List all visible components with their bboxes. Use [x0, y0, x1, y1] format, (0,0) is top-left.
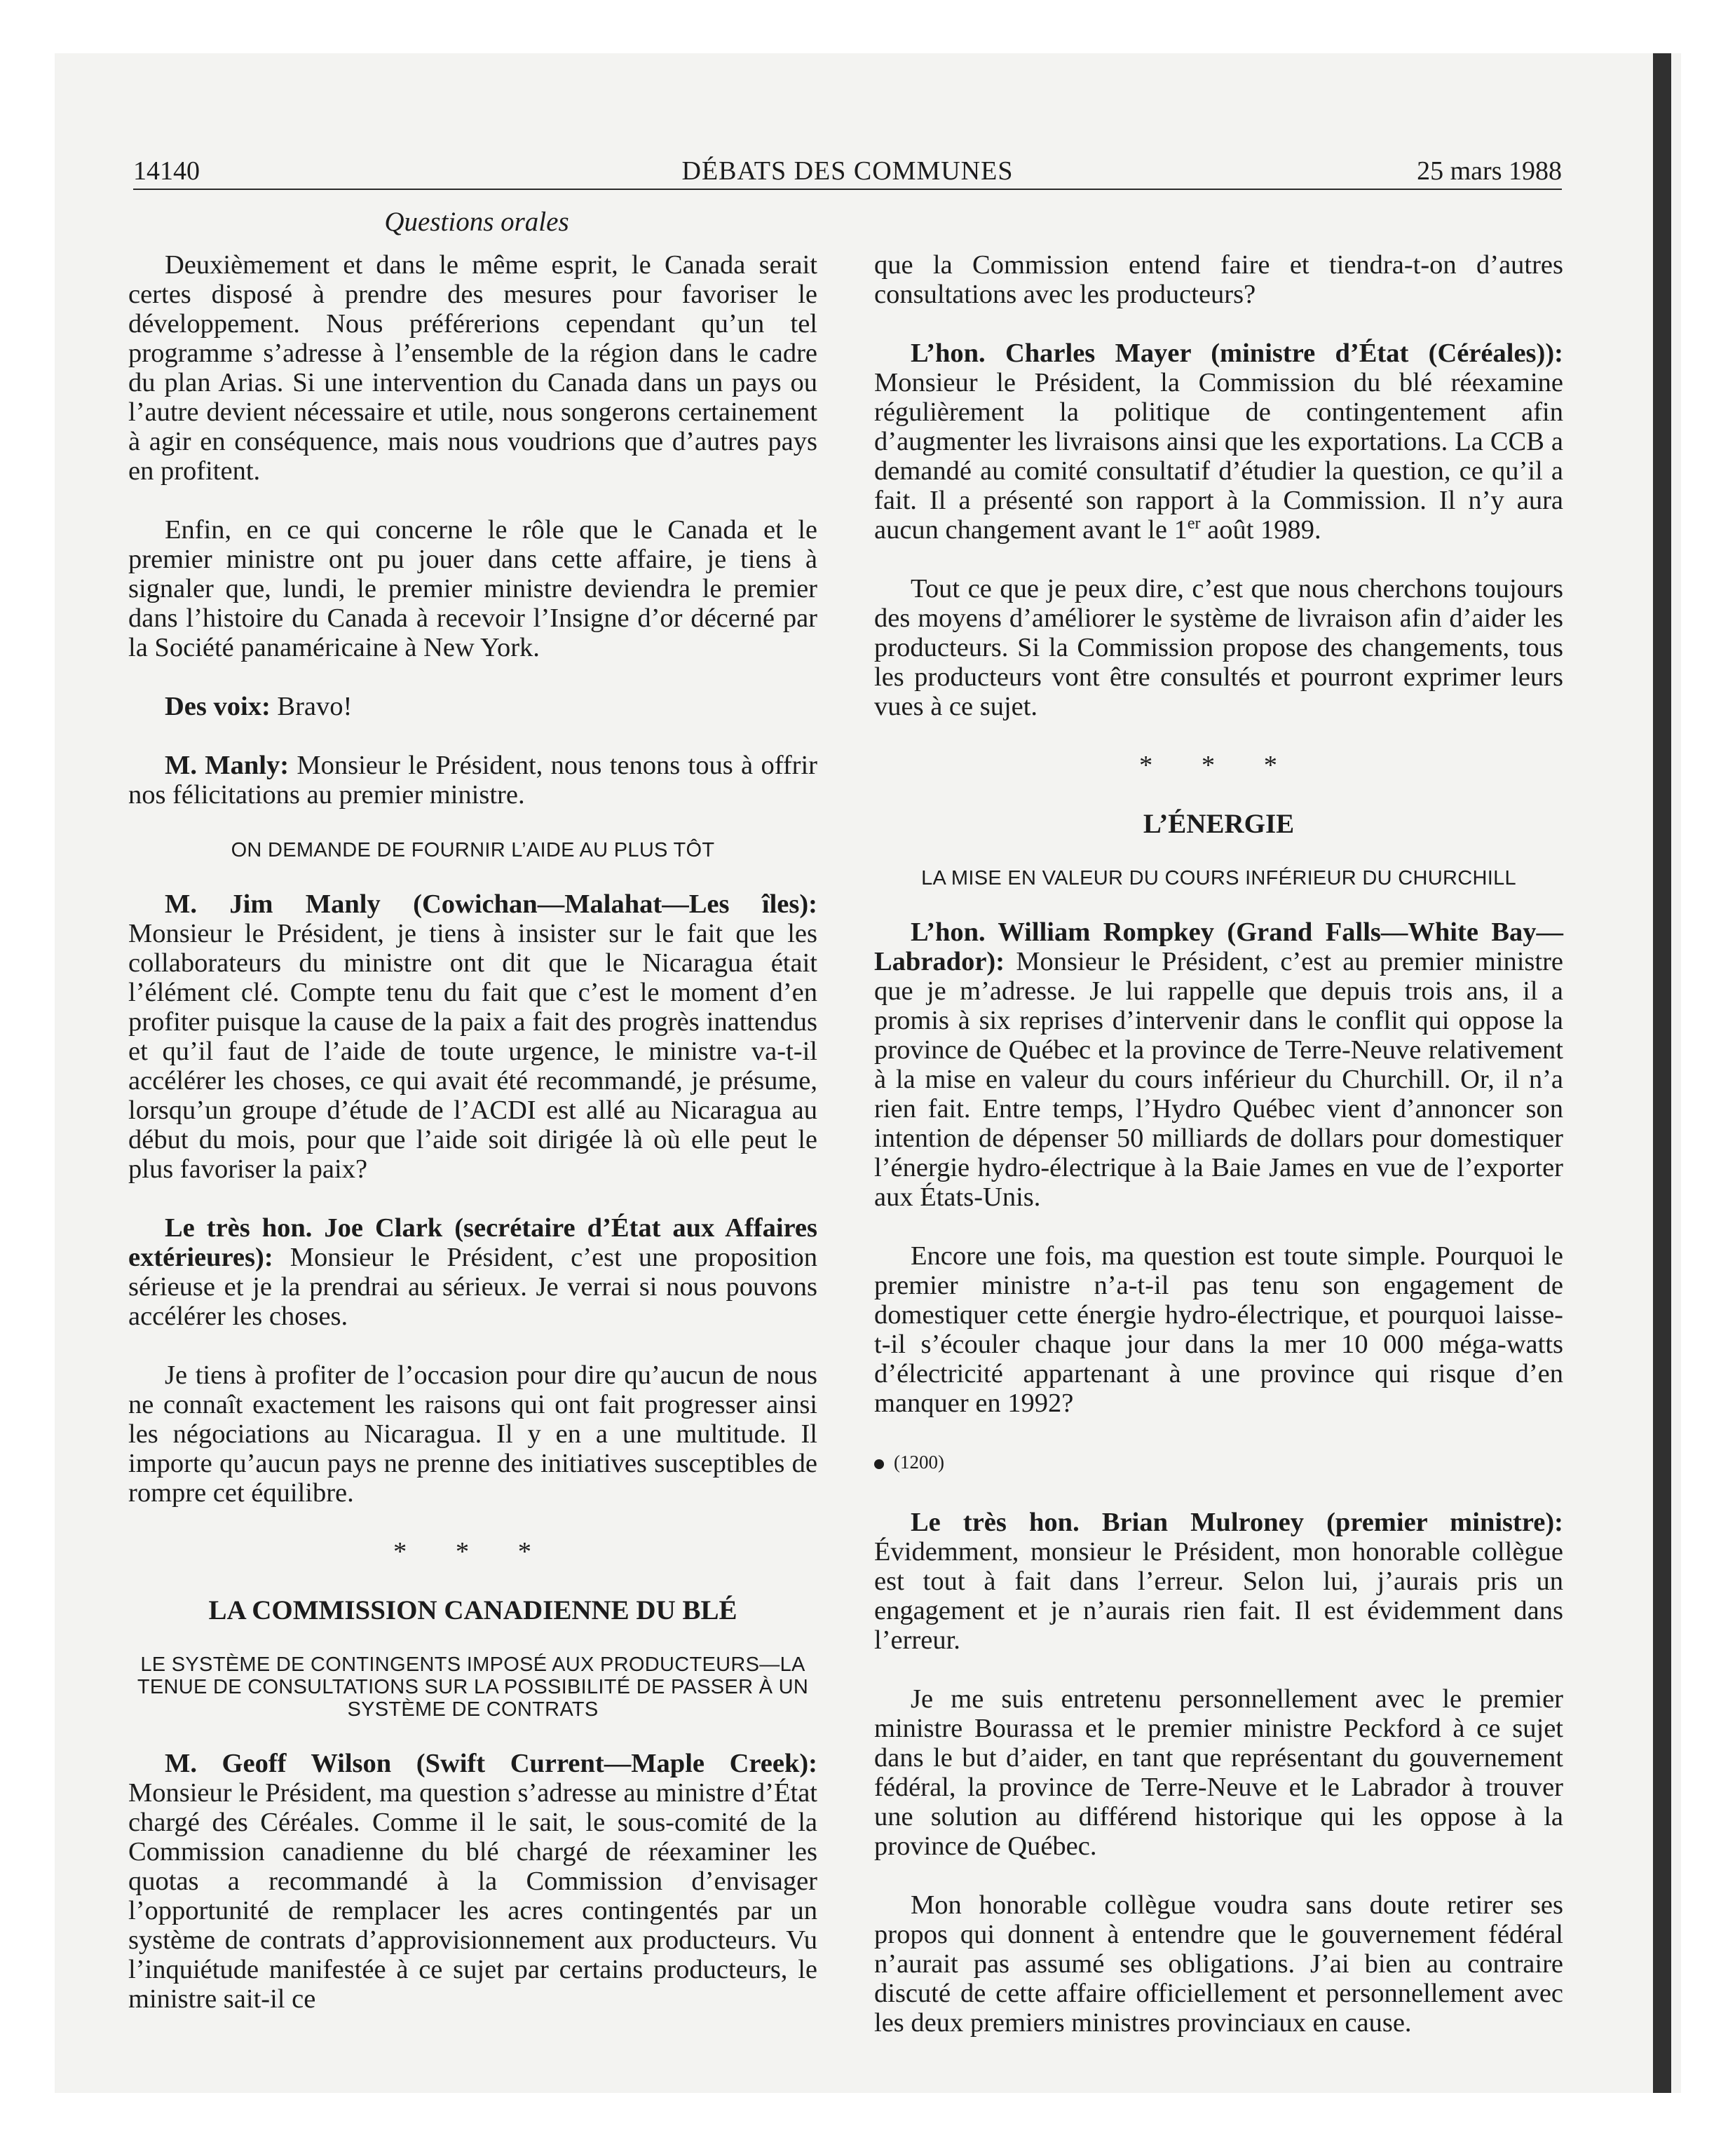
paragraph: Encore une fois, ma question est toute simple. Pourquoi le premier ministre n’a-t-il pas tenu son engagement de domestiquer cette énergie hydro-électrique, et pourquoi laisse-t-il s’écouler chaque jour dans la mer 10 000 méga-watts d’électricité appartenant à une province qui risque d’en manquer en 1992?: [874, 1241, 1563, 1418]
paragraph: Tout ce que je peux dire, c’est que nous cherchons toujours des moyens d’améliorer le système de livraison afin d’aider les producteurs. Si la Commission propose des changements, tous les producteurs vont être consultés et pourront exprimer leurs vues à ce sujet.: [874, 574, 1563, 721]
speech: M. Geoff Wilson (Swift Current—Maple Creek): Monsieur le Président, ma question s’adresse au ministre d’État chargé des Céréales. Comme il le sait, le sous-comité de la Commission canadienne du blé chargé de réexaminer les quotas a recommandé à la Commission d’envisager l’opportunité de remplacer les acres contingentés par un système de contrats d’approvisionnement aux producteurs. Vu l’inquiétude manifestée à ce sujet par certains producteurs, le ministre sait-il ce: [128, 1749, 817, 2014]
subheading: LA MISE EN VALEUR DU COURS INFÉRIEUR DU CHURCHILL: [921, 867, 1516, 889]
paragraph: Deuxièmement et dans le même esprit, le Canada serait certes disposé à prendre des mesures pour favoriser le développement. Nous préférerions cependant qu’un tel programme s’adresse à l’ensemble de la région dans le cadre du plan Arias. Si une intervention du Canada dans un pays ou l’autre devient nécessaire et utile, nous songerons certainement à agir en conséquence, mais nous voudrions que d’autres pays en profitent.: [128, 250, 817, 486]
scan-edge-bar: [1653, 53, 1671, 2093]
right-column: [874, 250, 1563, 2067]
speaker: M. Manly:: [165, 751, 290, 780]
section-separator: * * *: [1139, 751, 1298, 780]
speaker: L’hon. William Rompkey (Grand Falls—White Bay—Labrador):: [874, 917, 1563, 976]
paragraph: Je me suis entretenu personnellement avec le premier ministre Bourassa et le premier ministre Peckford à ce sujet dans le but d’aider, en tant que représentant du gouvernement fédéral, la province de Terre-Neuve et le Labrador à trouver une solution au différend historique qui les oppose à la province de Québec.: [874, 1684, 1563, 1861]
paragraph: Mon honorable collègue voudra sans doute retirer ses propos qui donnent à entendre que le gouvernement fédéral n’aurait pas assumé ses obligations. J’ai bien au contraire discuté de cette affaire officiellement et personnellement avec les deux premiers ministres provinciaux en cause.: [874, 1890, 1563, 2038]
speaker: M. Jim Manly (Cowichan—Malahat—Les îles):: [165, 889, 817, 919]
timestamp: (1200): [874, 1447, 1563, 1477]
speech: Le très hon. Joe Clark (secrétaire d’État aux Affaires extérieures): Monsieur le Président, c’est une proposition sérieuse et je la prendrai au sérieux. Je verrai si nous pouvons accélérer les choses.: [128, 1213, 817, 1331]
bullet-icon: [874, 1459, 884, 1469]
publication-title: DÉBATS DES COMMUNES: [681, 156, 1014, 186]
left-column: [128, 250, 817, 2043]
paragraph: Je tiens à profiter de l’occasion pour dire qu’aucun de nous ne connaît exactement les raisons qui ont fait progresser ainsi les négociations au Nicaragua. Il y en a une multitude. Il importe qu’aucun pays ne prenne des initiatives susceptibles de rompre cet équilibre.: [128, 1360, 817, 1508]
paragraph-continued: que la Commission entend faire et tiendra-t-on d’autres consultations avec les producteurs?: [874, 250, 1563, 309]
page-header: [133, 156, 1562, 191]
page-number: 14140: [133, 156, 200, 186]
speech: L’hon. William Rompkey (Grand Falls—White Bay—Labrador): Monsieur le Président, c’est au premier ministre que je m’adresse. Je lui rappelle que depuis trois ans, il a promis à six reprises d’intervenir dans le conflit qui oppose la province de Québec et la province de Terre-Neuve relativement à la mise en valeur du cours inférieur du Churchill. Or, il n’a rien fait. Entre temps, l’Hydro Québec vient d’annoncer son intention de dépenser 50 milliards de dollars pour domestiquer l’énergie hydro-électrique à la Baie James en vue de l’exporter aux États-Unis.: [874, 917, 1563, 1212]
section-heading: LA COMMISSION CANADIENNE DU BLÉ: [208, 1595, 737, 1625]
subheading: ON DEMANDE DE FOURNIR L’AIDE AU PLUS TÔT: [231, 839, 715, 861]
paragraph: Enfin, en ce qui concerne le rôle que le Canada et le premier ministre ont pu jouer dans cette affaire, je tiens à signaler que, lundi, le premier ministre deviendra le premier dans l’histoire du Canada à recevoir l’Insigne d’or décerné par la Société panaméricaine à New York.: [128, 515, 817, 662]
speaker: L’hon. Charles Mayer (ministre d’État (Céréales)):: [911, 339, 1563, 368]
page-date: 25 mars 1988: [1417, 156, 1562, 186]
speaker: Le très hon. Joe Clark (secrétaire d’État aux Affaires extérieures):: [128, 1213, 817, 1272]
speech: Des voix: Bravo!: [165, 692, 353, 721]
speech: M. Manly: Monsieur le Président, nous tenons tous à offrir nos félicitations au premier ministre.: [128, 751, 817, 810]
speaker: M. Geoff Wilson (Swift Current—Maple Creek):: [165, 1749, 817, 1778]
speech: L’hon. Charles Mayer (ministre d’État (Céréales)): Monsieur le Président, la Commission du blé réexamine régulièrement la politique de contingentement afin d’augmenter les livraisons ainsi que les exportations. La CCB a demandé au comité consultatif d’étudier la question, ce qu’il a fait. Il a présenté son rapport à la Commission. Il n’y aura aucun changement avant le 1er août 1989.: [874, 339, 1563, 545]
section-heading: L’ÉNERGIE: [1143, 809, 1295, 839]
speech: Le très hon. Brian Mulroney (premier ministre): Évidemment, monsieur le Président, mon honorable collègue est tout à fait dans l’erreur. Selon lui, j’aurais pris un engagement et je n’aurais rien fait. Il est évidemment dans l’erreur.: [874, 1508, 1563, 1655]
header-rule: [133, 189, 1562, 190]
speaker: Le très hon. Brian Mulroney (premier ministre):: [911, 1508, 1563, 1537]
speech: M. Jim Manly (Cowichan—Malahat—Les îles): Monsieur le Président, je tiens à insister sur le fait que les collaborateurs du ministre ont dit que le Nicaragua était l’élément clé. Compte tenu du fait que c’est le moment d’en profiter puisque la cause de la paix a fait des progrès inattendus et qu’il faut de l’aide de toute urgence, le ministre va-t-il accélérer les choses, ce qui avait été recommandé, je présume, lorsqu’un groupe d’étude de l’ACDI est allé au Nicaragua au début du mois, pour que l’aide soit dirigée là où elle peut le plus favoriser la paix?: [128, 889, 817, 1184]
speaker: Des voix:: [165, 692, 271, 721]
section-separator: * * *: [393, 1537, 552, 1567]
subheading: LE SYSTÈME DE CONTINGENTS IMPOSÉ AUX PRODUCTEURS—LA TENUE DE CONSULTATIONS SUR LA POSSIBILITÉ DE PASSER À UN SYSTÈME DE CONTRATS: [137, 1653, 809, 1721]
running-head: Questions orales: [384, 207, 569, 237]
